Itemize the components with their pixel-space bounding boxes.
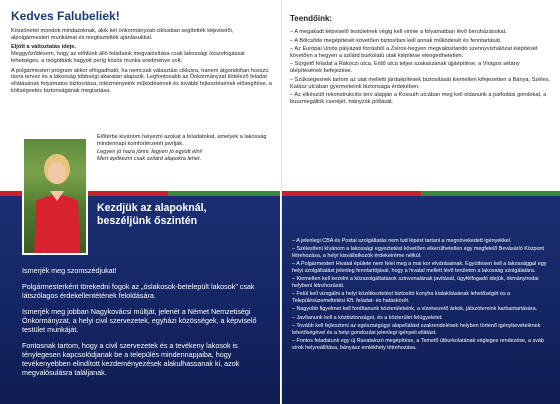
task-item: – Felül kell vizsgálni a helyi közétkeztetést biztosító konyha kialakításának lehetőségét és a Településüzemeltetési Kft. feladat- és hatáskörét. — [292, 291, 511, 304]
task-item: – A Polgármesteri Hivatal épülete nem felel meg a mai kor elvárásainak. Együttesen kell a lakossággal egy helyi szolgáltatást jelenleg fenntartójával, hogy a hivatal mellett lévő területen a lakosság szolgálatára. — [292, 261, 547, 274]
task-item: – Az Európai Uniós pályázati forrásból a Zsíros-hegyen megvalósítandó szennyvízhálózat kiépítését követően a hegyen a szilárd burkolatú utak kiépítése elengedhetetlen. — [290, 46, 538, 59]
task-item: – A jelenlegi CBA és Postai szolgáltatás nem tud lépést tartani a megnövekedett igényekkel. — [292, 238, 512, 244]
task-item: – Javítanunk kell a közbiztonságot, és a közterület felügyeletet. — [292, 314, 443, 321]
page-title: Kedves Falubeliek! — [11, 9, 120, 23]
task-item: – A megakadt képviselő testületnek végig kell vinnie a folyamatban lévő beruházásokat. — [290, 29, 507, 35]
task-item: – A Bölcsőde megépítését követően biztosítani kell annak működését és fenntartását. — [290, 37, 502, 44]
slogan-2: Mert építkezni csak szilárd alapokra lehet. — [97, 155, 202, 162]
lead-line: Eljött a változtatás ideje. — [11, 44, 76, 51]
task-item: – Szélesíteni kívánom a lakossági egyeztetést követően elkerülhetetlen egy megfelelő Bevásárló Központ létrehozása, a helyi kisvállalkozók érdekeiréme nélkül. — [292, 246, 545, 259]
candidate-photo — [22, 137, 88, 255]
task-item: – Tovább kell fejleszteni az egészségügyi alapellátást szakrendelések helyben történő igénybevételének lehetőségével és a helyi gondozási jelenlegi igényeli ellátást. — [292, 322, 541, 336]
heading-line-1: Kezdjük az alapoknál, — [97, 202, 207, 214]
body-3: Ismerjék meg jobban Nagykovácsi múltját, jelenét a Német Nemzetiségi Önkormányzat, a helyi civil szervezetek, egyházi közösségek, a képviselő testület munkáját. — [22, 307, 257, 334]
task-item: – Szükségesnek tartom az utat melletti járdaépítések biztosítását kiemelten kifejezetten a Bánya, Széles, Kalász utcában gyermekeink biztonsága érdekében. — [290, 76, 550, 90]
portrait-image — [24, 139, 88, 255]
paragraph-1: Meggyőződésem, hogy az előttünk álló feladatok megvalósítása csak lakossági összefogással lehetséges, a mögöttünk hagyott períg közös munka eredménye volt. — [11, 51, 245, 65]
body-4: Fontosnak tartom, hogy a civil szervezetek és a tevékeny lakosok is ténylegesen kapcsolódjanak be a település mindennapjaiba, hogy tevékenyebben elindított kezdeményezések alakulhassanak ki, azok megvalósulásra találjanak. — [22, 341, 240, 377]
section-heading — [97, 202, 275, 228]
tasks-list-bottom — [292, 238, 554, 353]
task-item: – Sürgető feladat a Rákóczi utca, Erdő utca teljes szakaszának újjáépítése, a Virágos sétány útépítésének befejezése. — [290, 61, 520, 75]
paragraph-3: Előtérbe kívánom helyezni azokat a feladatokat, amelyek a lakosság mindennapi komfortérzetét javítják. — [97, 134, 267, 147]
body-1: Ismerjék meg szomszédjukat! — [22, 266, 117, 275]
priority-text — [97, 134, 275, 165]
body-2: Polgármesterként törekedni fogok az „óslakosok-betelepült lakosok” csak látszólagos érdekellentétének feloldására. — [22, 282, 255, 300]
slogan-1: Legyen jó haza jönni, legyen jó együtt élni! — [97, 148, 203, 155]
task-item: – Az elkészült rekonstrukciós terv alapján a Kossuth utcában meg kell oldanunk a parkolási gondokat, a buszmegállók cseréjét, hiányzók pótlását. — [290, 92, 547, 106]
task-item: – Nagyobb figyelmet kell fordítanunk közterületeink, a vízelvezető árkok, játszótereink karbantartására. — [292, 306, 538, 313]
task-item: – Fontos feladatunk egy új Ravatalozó megépítése, a Temető útburkolatának végleges rendezése, a sváb sírok helyreállítása, bányász emlékhely létrehozása. — [292, 337, 544, 351]
task-item: – Kiemelten kell kezelni a közszolgáltatások szinvonalának javítását, ügyfélfogadó idejük, ökmányirodai helybeni létrehozását. — [292, 276, 539, 289]
tasks-list-top — [290, 29, 552, 108]
section-body — [22, 266, 274, 384]
intro-paragraph: Köszönetet mondok mindazoknak, akik két önkormányzati ciklusban segítették képviselői, alpolgármesteri munkámat és megtisztelték ajánlásukkal. — [11, 28, 234, 41]
paragraph-2: A polgármesteri program akkor elfogadható, ha nemcsak választási ciklusra, hanem átgondoltan hosszú távra tervez és a lakosság többségi akaratán alapszik. Legfontosabb az Önkormányzat kötelező feladat ellátásának folyamatos biztosítása, intézményeink működésének és további fejlesztésének elősegítése, a költségvetés biztonságának megtartása. — [11, 67, 272, 95]
tasks-title: Teendőink: — [290, 14, 333, 23]
right-page — [281, 0, 560, 404]
heading-line-2: beszéljünk őszintén — [97, 215, 198, 227]
intro-text — [11, 28, 273, 98]
